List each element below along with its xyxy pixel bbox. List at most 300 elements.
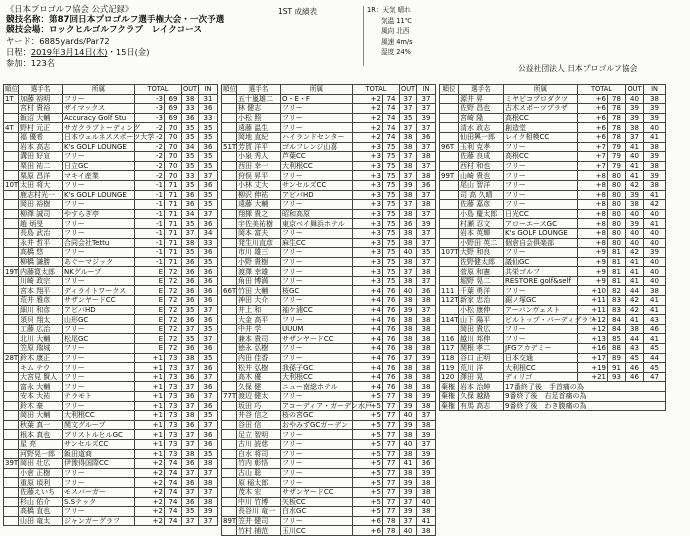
table-row [222,372,436,382]
rank-cell [4,411,19,421]
out-cell: 35 [182,248,199,258]
in-cell: 36 [417,286,436,296]
rank-cell [440,123,459,133]
total-cell: E [135,324,165,334]
affiliation-cell: 個倉自会俱楽部 [504,238,578,248]
affiliation-cell: フリー [281,171,353,181]
table-row [4,142,218,152]
in-cell: 39 [644,248,666,258]
affiliation-cell: アビバHD [281,190,353,200]
column-header: IN [417,85,436,95]
total-cell: +12 [578,324,608,334]
player-cell: 堀野 晃二 [459,276,504,286]
rank-cell [222,152,237,162]
total-cell: +1 [135,363,165,373]
report-title: 《日本プロゴルフ協会 公式記録》 [6,4,134,14]
affiliation-cell: フリー [281,123,353,133]
affiliation-cell: 高根CC [504,152,578,162]
out-cell: 35 [182,305,199,315]
player-cell: 重原 頃利 [19,478,63,488]
affiliation-cell: Accuracy Golf Stu [63,113,135,123]
rank-cell [222,372,237,382]
entrants-label: 参加： [6,57,31,68]
total-cell: -1 [135,228,165,238]
table-row [440,171,666,181]
table-row [4,286,218,296]
rank-cell [222,190,237,200]
total-cell: +5 [353,459,383,469]
affiliation-cell: ディライトワークス [63,286,135,296]
in-cell: 35 [199,411,218,421]
affiliation-cell: 山形GC [63,315,135,325]
total-cell: -2 [135,132,165,142]
player-cell: 須貝 翔太 [19,315,63,325]
total-cell: +8 [578,228,608,238]
in-cell: 40 [644,123,666,133]
player-cell: 笠原 瑞城 [19,344,63,354]
player-cell: 小野 貴樹 [237,257,281,267]
out-cell: 46 [626,372,644,382]
rank-cell [440,219,459,229]
player-cell: 松井 弘樹 [237,363,281,373]
affiliation-cell: フリー [63,507,135,517]
player-cell: 芳賀 洋平 [237,142,281,152]
withdrawal-row [440,382,666,392]
in-cell: 41 [644,219,666,229]
in-cell: 37 [199,209,218,219]
rank-cell [4,161,19,171]
rank-cell [222,507,237,517]
rank-cell [222,113,237,123]
out-cell: 37 [400,123,417,133]
player-cell: 秋葉 真一 [19,420,63,430]
table-row [222,353,436,363]
score-cell: 77 [383,439,400,449]
total-cell: +5 [353,478,383,488]
in-cell: 34 [199,228,218,238]
affiliation-cell: フリー [281,353,353,363]
player-cell: 尾山 智洋 [459,180,504,190]
player-cell: 仙田興一郎 [459,132,504,142]
date-line [6,47,306,58]
affiliation-cell: フリー [63,228,135,238]
rank-cell [222,228,237,238]
table-row [4,161,218,171]
affiliation-cell: K's GOLF LOUNGE [63,142,135,152]
table-row [4,94,218,104]
total-cell: +2 [135,487,165,497]
rank-cell [222,296,237,306]
score-cell: 76 [383,324,400,334]
out-cell: 38 [400,363,417,373]
in-cell: 39 [644,171,666,181]
affiliation-cell: 松尾GC [63,334,135,344]
table-row [4,372,218,382]
in-cell: 36 [199,219,218,229]
affiliation-cell: RESTORE golf&self [504,276,578,286]
affiliation-cell: ゴルフレンジ山喜 [281,142,353,152]
affiliation-cell: フリー [63,276,135,286]
score-cell: 79 [608,142,626,152]
rank-cell [440,132,459,142]
player-cell: 大宮見 賢人 [19,372,63,382]
affiliation-cell: フリー [63,248,135,258]
in-cell: 38 [417,200,436,210]
player-cell: 小泉 秀人 [237,152,281,162]
score-cell: 75 [383,228,400,238]
table-row [222,171,436,181]
out-cell: 38 [400,468,417,478]
affiliation-cell: あぐーマジック [63,257,135,267]
table-row [440,228,666,238]
total-cell: +4 [353,324,383,334]
out-cell: 38 [400,449,417,459]
player-cell: 渡辺 健太 [237,392,281,402]
out-cell: 38 [400,296,417,306]
withdrawal-status: 棄権 [440,382,459,392]
rank-cell [222,353,237,363]
table-row [440,142,666,152]
in-cell: 37 [417,257,436,267]
out-cell: 37 [400,200,417,210]
out-cell: 40 [400,411,417,421]
player-cell: 渡澤 幸雄 [237,267,281,277]
player-cell: 山田 竜太 [19,516,63,526]
player-cell: 細川 和彦 [19,305,63,315]
rank-cell [222,257,237,267]
out-cell: 34 [182,209,199,219]
rank-cell [4,238,19,248]
player-cell: 狩俣 昇平 [237,171,281,181]
in-cell: 38 [417,487,436,497]
score-cell: 85 [608,334,626,344]
table-row [440,180,666,190]
player-cell: 山崎 貴也 [459,171,504,181]
score-cell: 70 [165,132,182,142]
total-cell: +5 [353,401,383,411]
in-cell: 41 [644,334,666,344]
score-cell: 73 [165,353,182,363]
rank-cell [4,200,19,210]
in-cell: 40 [644,228,666,238]
total-cell: +17 [578,353,608,363]
score-cell: 77 [383,392,400,402]
rank-cell: 19T [5,267,19,276]
player-cell: 兼本 貴司 [237,334,281,344]
out-cell: 38 [626,324,644,334]
table-row [440,219,666,229]
total-cell: +19 [578,363,608,373]
total-cell: E [135,334,165,344]
out-cell: 36 [182,257,199,267]
column-header: OUT [401,85,416,94]
affiliation-cell: サザンヤードCC [281,487,353,497]
in-cell: 45 [644,363,666,373]
out-cell: 39 [400,487,417,497]
affiliation-cell: フリー [63,324,135,334]
score-cell: 76 [383,286,400,296]
total-cell: E [135,344,165,354]
score-cell: 80 [608,238,626,248]
in-cell: 37 [417,190,436,200]
affiliation-cell: K's GOLF LOUNGE [63,190,135,200]
in-cell: 41 [644,132,666,142]
out-cell: 40 [626,209,644,219]
total-cell: +8 [578,190,608,200]
score-cell: 76 [383,344,400,354]
results-table-1 [3,84,218,526]
player-cell: 高橋 悠 [19,248,63,258]
in-cell: 36 [199,382,218,392]
affiliation-cell: レイク相模CC [504,132,578,142]
rank-cell [4,439,19,449]
total-cell: +3 [353,180,383,190]
table-row [440,296,666,306]
out-cell: 38 [400,161,417,171]
rank-cell [440,200,459,210]
score-cell: 73 [165,382,182,392]
score-cell: 78 [383,516,400,526]
in-cell: 39 [644,113,666,123]
score-cell: 78 [383,526,400,536]
withdrawal-player: 有馬 高志 [459,401,504,411]
score-cell: 74 [165,487,182,497]
player-cell: 遠藤 大輔 [237,200,281,210]
in-cell: 36 [199,439,218,449]
venue-name: ロックヒルゴルフクラブ レイクコース [48,25,203,36]
rank-cell [222,459,237,469]
player-cell: 佐藤 嘉彦 [459,200,504,210]
affiliation-cell: テラモト [63,392,135,402]
rank-cell: 117 [440,344,459,354]
affiliation-cell: フリー [281,267,353,277]
score-cell: 73 [165,420,182,430]
out-cell: 40 [626,94,644,104]
table-row [222,315,436,325]
table-row [222,104,436,114]
in-cell: 47 [644,372,666,382]
affiliation-cell: ディリゴ [504,372,578,382]
rank-cell [222,344,237,354]
player-cell: 杉山 佑介 [19,497,63,507]
rank-cell [4,468,19,478]
in-cell: 37 [417,94,436,104]
out-cell: 37 [400,516,417,526]
rank-cell [4,104,19,114]
player-cell: 竹内 彰悟 [237,459,281,469]
player-cell: 新家 忠治 [459,296,504,306]
table-row [4,487,218,497]
out-cell: 37 [626,132,644,142]
rank-cell: 118 [440,353,459,363]
rank-cell [222,487,237,497]
score-cell: 82 [608,286,626,296]
total-cell: +8 [578,219,608,229]
rank-cell [440,257,459,267]
rank-cell: 66T [223,286,237,295]
affiliation-cell: フリー [63,180,135,190]
player-cell: 高橋 直也 [19,507,63,517]
out-cell: 36 [182,296,199,306]
score-cell: 77 [383,401,400,411]
in-cell: 37 [417,142,436,152]
venue-line [6,25,306,36]
player-cell: 井谷 信之 [237,411,281,421]
score-cell: 76 [383,315,400,325]
score-cell: 76 [383,296,400,306]
table-row [222,152,436,162]
in-cell: 39 [417,468,436,478]
total-cell: +1 [135,401,165,411]
table-row [4,209,218,219]
total-cell: -1 [135,248,165,258]
score-cell: 81 [608,257,626,267]
total-cell: +5 [353,468,383,478]
score-cell: 72 [165,267,182,277]
score-cell: 80 [608,228,626,238]
score-cell: 76 [383,382,400,392]
affiliation-cell: 大利根CC [504,363,578,373]
affiliation-cell: サザンヤードCC [63,296,135,306]
affiliation-cell: 議仙GC [504,257,578,267]
table-row [4,104,218,114]
table-row [222,219,436,229]
total-cell: +1 [135,430,165,440]
affiliation-cell: アコーディア・ガーデン水戸 [282,401,372,410]
affiliation-cell: 袖ケ浦CC [281,305,353,315]
score-cell: 84 [608,324,626,334]
rank-cell [4,363,19,373]
player-cell: 太田 将大 [19,180,63,190]
in-cell: 38 [644,142,666,152]
out-cell: 38 [400,334,417,344]
total-cell: -1 [135,257,165,267]
rank-cell: 10T [5,181,19,190]
table-row [222,363,436,373]
rank-cell [4,478,19,488]
event-name: 第87回日本プロゴルフ選手権大会・一次予選 [48,14,225,25]
affiliation-cell: 桜の宮GC [281,411,353,421]
out-cell: 35 [182,180,199,190]
column-header: IN [199,85,218,95]
out-cell: 41 [626,161,644,171]
rank-cell [440,180,459,190]
in-cell: 37 [417,209,436,219]
total-cell: -3 [135,94,165,104]
total-cell: E [135,276,165,286]
total-cell: +1 [135,420,165,430]
player-cell: 加藤 裕明 [19,94,63,104]
total-cell: +3 [353,238,383,248]
rank-cell [440,276,459,286]
date-second: ・15日(金) [107,46,150,57]
table-row [4,305,218,315]
total-cell: +5 [353,497,383,507]
out-cell: 41 [626,276,644,286]
total-cell: +2 [353,132,383,142]
in-cell: 31 [199,94,218,104]
in-cell: 35 [199,161,218,171]
weather-divider [363,6,364,66]
rank-cell [4,248,19,258]
score-cell: 72 [165,344,182,354]
total-cell: E [135,267,165,277]
total-cell: +3 [353,209,383,219]
rank-cell [4,296,19,306]
affiliation-cell: フリー [504,190,578,200]
score-cell: 74 [165,478,182,488]
out-cell: 38 [400,324,417,334]
out-cell: 38 [400,142,417,152]
yard-line [6,36,306,47]
table-row [222,497,436,507]
out-cell: 38 [400,372,417,382]
out-cell: 36 [182,497,199,507]
table-row [440,104,666,114]
table-row [222,478,436,488]
column-header: 順位 [5,85,19,94]
out-cell: 37 [400,497,417,507]
score-cell: 80 [608,200,626,210]
in-cell: 38 [417,420,436,430]
affiliation-cell: 芦葉CC [281,152,353,162]
score-cell: 75 [383,219,400,229]
out-cell: 38 [400,344,417,354]
rank-cell: 4T [4,123,19,133]
score-cell: 69 [165,94,182,104]
score-cell: 78 [608,132,626,142]
results-table-3 [439,84,666,411]
player-cell: 柳橋 謙勝 [19,257,63,267]
total-cell: +9 [578,248,608,258]
rank-cell [222,478,237,488]
score-cell: 72 [165,324,182,334]
in-cell: 36 [199,401,218,411]
total-cell: +8 [578,180,608,190]
player-cell: 宮本 翔平 [19,286,63,296]
affiliation-cell: ジャンガーグラフ [63,516,135,526]
total-cell: -2 [135,123,165,133]
table-row [440,209,666,219]
table-row [4,439,218,449]
score-cell: 73 [165,363,182,373]
total-cell: +8 [578,171,608,181]
total-cell: +9 [578,257,608,267]
table-row [440,344,666,354]
table-row [222,392,436,402]
score-cell: 70 [165,171,182,181]
player-cell: 古川 読慈 [237,439,281,449]
column-header: 選手名 [459,85,504,95]
score-cell: 77 [383,497,400,507]
total-cell: +4 [353,334,383,344]
score-cell: 75 [383,238,400,248]
out-cell: 39 [626,113,644,123]
score-cell: 78 [608,94,626,104]
rank-cell [4,315,19,325]
rank-cell [440,267,459,277]
out-cell: 33 [182,104,199,114]
out-cell: 38 [400,392,417,402]
out-cell: 36 [182,372,199,382]
player-cell: 富永 大輔 [19,382,63,392]
table-row [222,382,436,392]
table-row [4,507,218,517]
table-row [440,353,666,363]
out-cell: 38 [400,132,417,142]
score-cell: 69 [165,104,182,114]
in-cell: 36 [199,296,218,306]
